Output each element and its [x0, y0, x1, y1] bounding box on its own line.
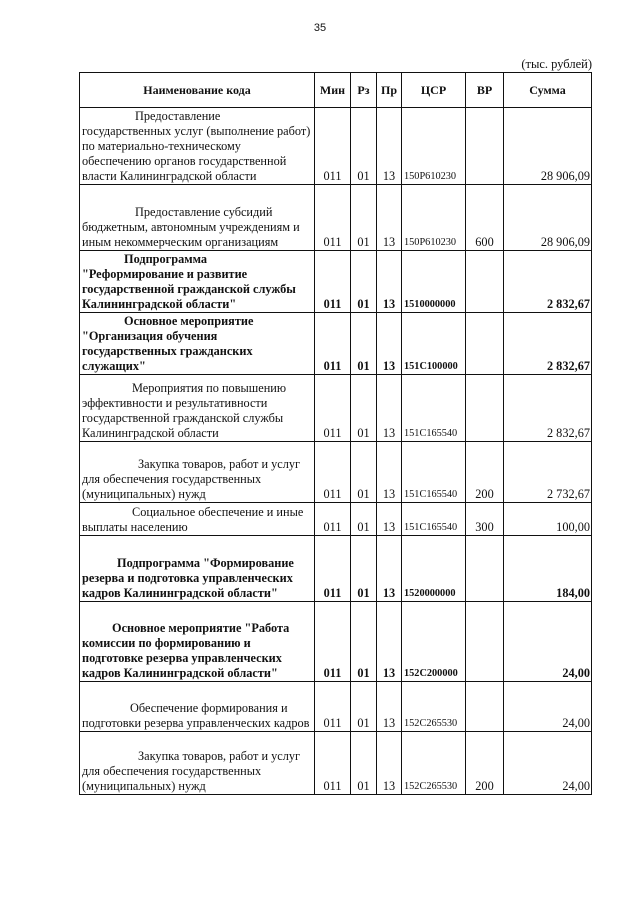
- row-pr: 13: [377, 185, 402, 251]
- row-name: Мероприятия по повышению эффективности и результативности государственной гражданской службы Калининградской области: [80, 375, 315, 442]
- table-header-row: [80, 73, 592, 108]
- row-csr: 152С265530: [402, 732, 466, 795]
- row-name: Закупка товаров, работ и услуг для обеспечения государственных (муниципальных) нужд: [80, 442, 315, 503]
- row-min: 011: [315, 602, 351, 682]
- units-label: (тыс. рублей): [521, 57, 592, 71]
- row-csr: 1510000000: [402, 251, 466, 313]
- row-pr: 13: [377, 602, 402, 682]
- row-csr: 152С200000: [402, 602, 466, 682]
- table-row: [80, 442, 592, 503]
- table-row: [80, 375, 592, 442]
- row-csr: 1520000000: [402, 536, 466, 602]
- row-pr: 13: [377, 375, 402, 442]
- row-vr: [466, 536, 504, 602]
- row-rz: 01: [351, 602, 377, 682]
- row-pr: 13: [377, 108, 402, 185]
- header-rz: Рз: [351, 73, 377, 108]
- budget-table: [79, 72, 592, 795]
- header-pr: Пр: [377, 73, 402, 108]
- row-rz: 01: [351, 108, 377, 185]
- row-vr: [466, 251, 504, 313]
- row-rz: 01: [351, 185, 377, 251]
- row-rz: 01: [351, 313, 377, 375]
- row-rz: 01: [351, 442, 377, 503]
- row-name: Закупка товаров, работ и услуг для обеспечения государственных (муниципальных) нужд: [80, 732, 315, 795]
- table-row: [80, 108, 592, 185]
- row-min: 011: [315, 682, 351, 732]
- row-rz: 01: [351, 732, 377, 795]
- row-rz: 01: [351, 251, 377, 313]
- row-pr: 13: [377, 732, 402, 795]
- row-sum: 184,00: [504, 536, 592, 602]
- row-vr: 600: [466, 185, 504, 251]
- row-csr: 151С165540: [402, 503, 466, 536]
- row-pr: 13: [377, 536, 402, 602]
- table-row: [80, 503, 592, 536]
- row-pr: 13: [377, 251, 402, 313]
- table-row: [80, 313, 592, 375]
- row-min: 011: [315, 442, 351, 503]
- row-name: Обеспечение формирования и подготовки резерва управленческих кадров: [80, 682, 315, 732]
- row-sum: 2 832,67: [504, 251, 592, 313]
- page-number: 35: [313, 22, 327, 34]
- row-sum: 28 906,09: [504, 185, 592, 251]
- header-name: Наименование кода: [80, 73, 315, 108]
- header-sum: Сумма: [504, 73, 592, 108]
- row-rz: 01: [351, 682, 377, 732]
- row-name: Предоставление субсидий бюджетным, автономным учреждениям и иным некоммерческим организациям: [80, 185, 315, 251]
- row-csr: 151С100000: [402, 313, 466, 375]
- table-row: [80, 732, 592, 795]
- header-min: Мин: [315, 73, 351, 108]
- row-min: 011: [315, 251, 351, 313]
- row-vr: [466, 313, 504, 375]
- table-row: [80, 536, 592, 602]
- header-vr: ВР: [466, 73, 504, 108]
- row-min: 011: [315, 732, 351, 795]
- row-min: 011: [315, 375, 351, 442]
- row-rz: 01: [351, 503, 377, 536]
- row-pr: 13: [377, 682, 402, 732]
- row-name: Основное мероприятие "Работа комиссии по формированию и подготовке резерва управленческих кадров Калининградской области": [80, 602, 315, 682]
- row-vr: [466, 602, 504, 682]
- row-vr: 200: [466, 442, 504, 503]
- row-min: 011: [315, 108, 351, 185]
- row-sum: 24,00: [504, 732, 592, 795]
- row-name: Предоставление государственных услуг (выполнение работ) по материально-техническому обеспечению органов государственной власти Калининградской области: [80, 108, 315, 185]
- row-vr: 200: [466, 732, 504, 795]
- row-sum: 2 832,67: [504, 313, 592, 375]
- header-csr: ЦСР: [402, 73, 466, 108]
- row-name: Подпрограмма "Формирование резерва и подготовка управленческих кадров Калининградской области": [80, 536, 315, 602]
- row-csr: 151С165540: [402, 375, 466, 442]
- row-sum: 2 832,67: [504, 375, 592, 442]
- row-name: Основное мероприятие "Организация обучения государственных гражданских служащих": [80, 313, 315, 375]
- row-sum: 24,00: [504, 682, 592, 732]
- row-min: 011: [315, 503, 351, 536]
- row-min: 011: [315, 185, 351, 251]
- row-name: Подпрограмма "Реформирование и развитие государственной гражданской службы Калининградской области": [80, 251, 315, 313]
- row-vr: [466, 682, 504, 732]
- row-vr: 300: [466, 503, 504, 536]
- row-pr: 13: [377, 313, 402, 375]
- row-rz: 01: [351, 375, 377, 442]
- row-vr: [466, 108, 504, 185]
- row-name: Социальное обеспечение и иные выплаты населению: [80, 503, 315, 536]
- row-sum: 28 906,09: [504, 108, 592, 185]
- table-row: [80, 682, 592, 732]
- row-sum: 24,00: [504, 602, 592, 682]
- row-min: 011: [315, 536, 351, 602]
- table-row: [80, 602, 592, 682]
- row-pr: 13: [377, 442, 402, 503]
- row-csr: 150Р610230: [402, 185, 466, 251]
- table-row: [80, 185, 592, 251]
- row-csr: 152С265530: [402, 682, 466, 732]
- table-row: [80, 251, 592, 313]
- row-sum: 2 732,67: [504, 442, 592, 503]
- row-sum: 100,00: [504, 503, 592, 536]
- row-vr: [466, 375, 504, 442]
- row-pr: 13: [377, 503, 402, 536]
- row-csr: 150Р610230: [402, 108, 466, 185]
- row-rz: 01: [351, 536, 377, 602]
- row-csr: 151С165540: [402, 442, 466, 503]
- row-min: 011: [315, 313, 351, 375]
